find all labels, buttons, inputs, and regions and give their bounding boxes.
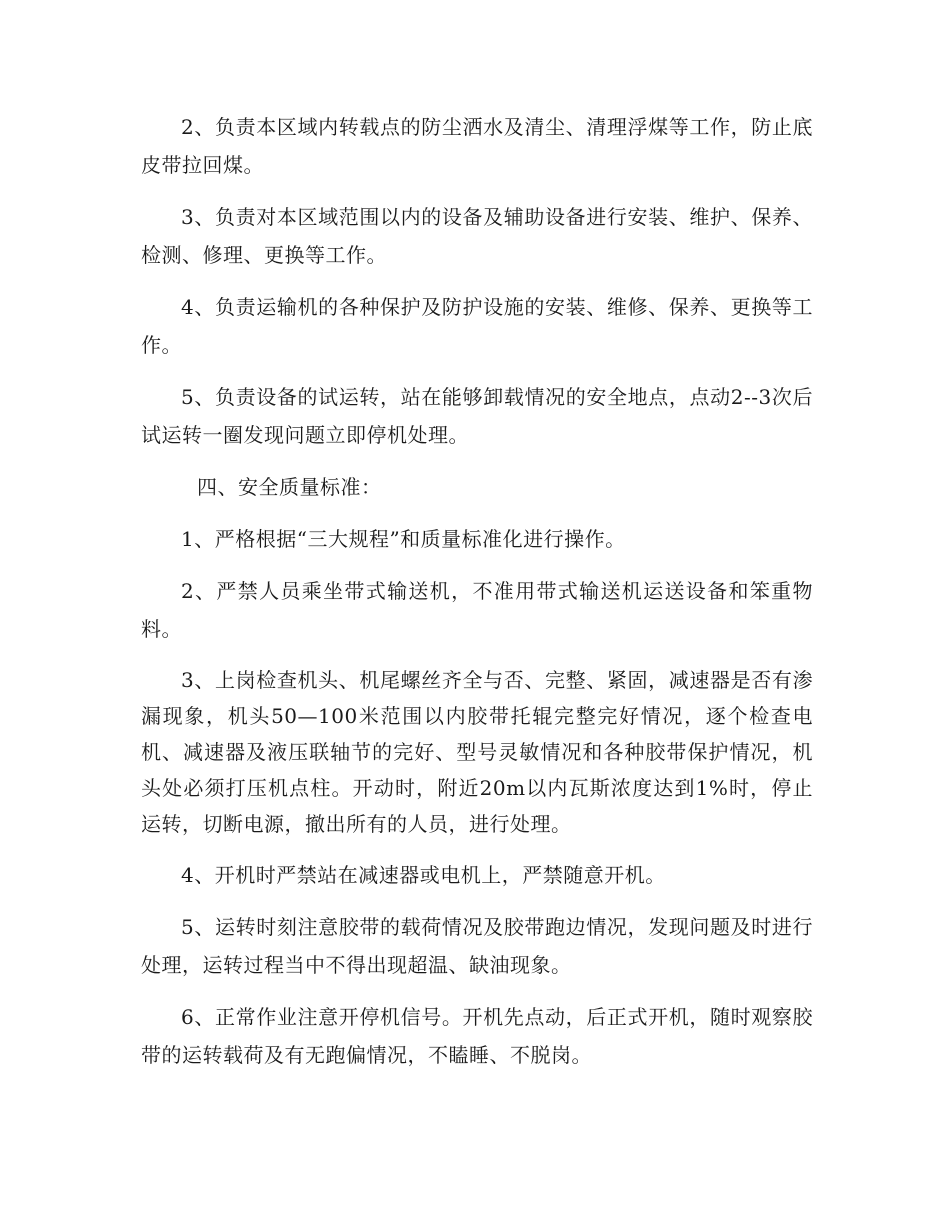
document-body bbox=[141, 108, 813, 1088]
standard-item-6: 6、正常作业注意开停机信号。开机先点动，后正式开机，随时观察胶带的运转载荷及有无跑偏情况，不瞌睡、不脱岗。 bbox=[141, 1005, 813, 1067]
standard-item-2: 2、严禁人员乘坐带式输送机，不准用带式输送机运送设备和笨重物料。 bbox=[141, 579, 813, 641]
paragraph-item-4: 4、负责运输机的各种保护及防护设施的安装、维修、保养、更换等工作。 bbox=[141, 295, 813, 357]
section-heading: 四、安全质量标准： bbox=[197, 475, 382, 499]
standard-item-3: 3、上岗检查机头、机尾螺丝齐全与否、完整、紧固，减速器是否有渗漏现象，机头50—100米范围以内胶带托辊完整完好情况，逐个检查电机、减速器及液压联轴节的完好、型号灵敏情况和各种胶带保护情况，机头处必须打压机点柱。开动时，附近20m以内瓦斯浓度达到1%时，停止运转，切断电源，撤出所有的人员，进行处理。 bbox=[141, 668, 813, 836]
standard-item-5: 5、运转时刻注意胶带的载荷情况及胶带跑边情况，发现问题及时进行处理，运转过程当中不得出现超温、缺油现象。 bbox=[141, 915, 813, 977]
standard-item-4: 4、开机时严禁站在减速器或电机上，严禁随意开机。 bbox=[181, 863, 666, 887]
standard-item-1: 1、严格根据“三大规程”和质量标准化进行操作。 bbox=[181, 527, 626, 551]
paragraph-item-3: 3、负责对本区域范围以内的设备及辅助设备进行安装、维护、保养、检测、修理、更换等工作。 bbox=[141, 205, 813, 267]
paragraph-item-2: 2、负责本区域内转载点的防尘洒水及清尘、清理浮煤等工作，防止底皮带拉回煤。 bbox=[141, 115, 813, 177]
paragraph-item-5: 5、负责设备的试运转，站在能够卸载情况的安全地点，点动2--3次后试运转一圈发现问题立即停机处理。 bbox=[141, 385, 813, 447]
